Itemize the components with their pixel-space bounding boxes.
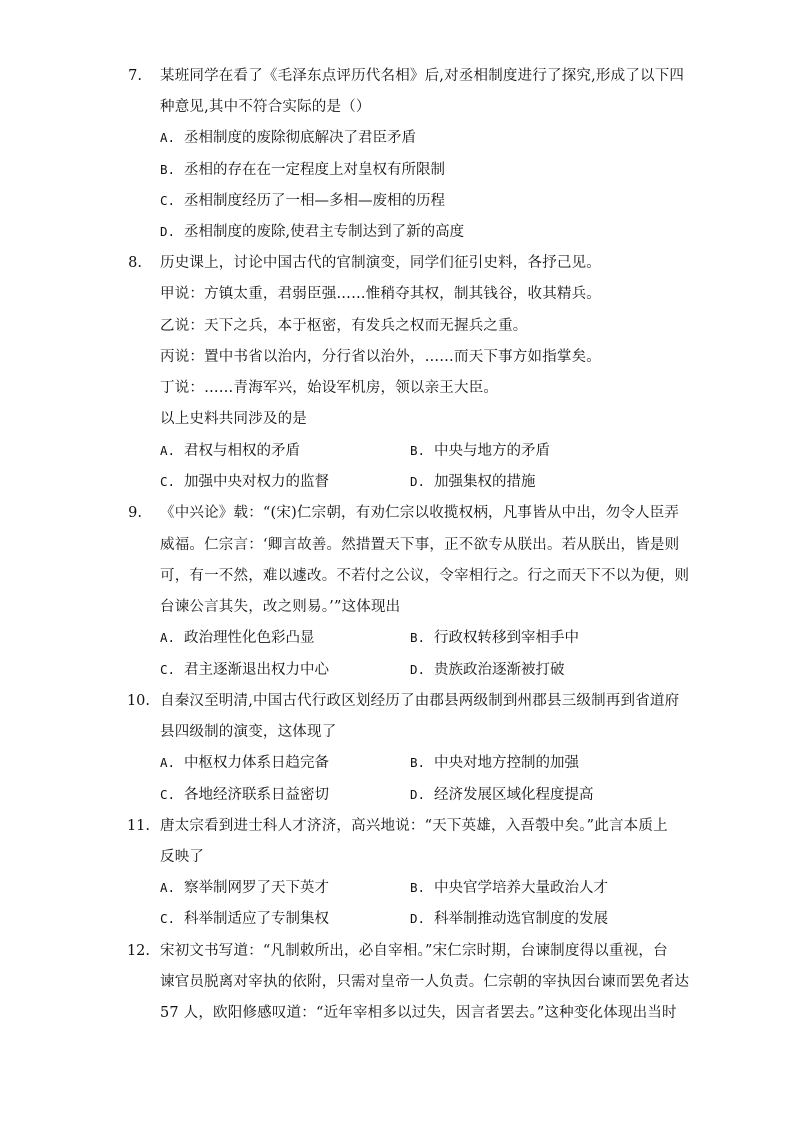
option-key: D. xyxy=(410,474,426,489)
question-stem-line: 《中兴论》载：“(宋)仁宗朝，有劝仁宗以收揽权柄，凡事皆从中出，勿令人臣弄 xyxy=(160,505,680,521)
question-stem-line: 威福。仁宗言：‘卿言故善。然措置天下事，正不欲专从朕出。若从朕出，皆是则 xyxy=(160,537,680,553)
option-text: 贵族政治逐渐被打破 xyxy=(434,662,565,678)
option-key: C. xyxy=(160,474,176,489)
option-text: 君主逐渐退出权力中心 xyxy=(184,662,329,678)
option-key: A. xyxy=(160,443,176,458)
option-key: A. xyxy=(160,130,176,145)
question-stem-line: 丙说：置中书省以治内，分行省以治外，……而天下事方如指掌矣。 xyxy=(160,349,601,365)
option-text: 中央对地方控制的加强 xyxy=(434,755,579,771)
option-key: B. xyxy=(410,880,426,895)
option-text: 丞相制度的废除,使君主专制达到了新的高度 xyxy=(184,224,465,240)
question-stem-line: 可，有一不然，难以遽改。不若付之公议，令宰相行之。行之而天下不以为便，则 xyxy=(160,568,690,584)
question-number: 12. xyxy=(126,943,150,959)
option-b xyxy=(410,753,579,773)
option-c xyxy=(160,785,329,805)
option-b xyxy=(160,160,445,180)
option-text: 科举制适应了专制集权 xyxy=(184,911,329,927)
option-key: B. xyxy=(410,755,426,770)
option-text: 君权与相权的矛盾 xyxy=(184,443,300,459)
option-text: 加强集权的措施 xyxy=(434,474,536,490)
option-text: 加强中央对权力的监督 xyxy=(184,474,329,490)
question-stem-line: 反映了 xyxy=(160,849,205,865)
option-text: 科举制推动选官制度的发展 xyxy=(434,911,608,927)
question-stem-line: 57 人，欧阳修感叹道：“近年宰相多以过失，因言者罢去。”这种变化体现出当时 xyxy=(160,1005,677,1021)
option-key: D. xyxy=(410,662,426,677)
question-stem-line: 种意见,其中不符合实际的是（） xyxy=(160,99,371,115)
option-d xyxy=(160,222,464,242)
option-key: D. xyxy=(410,911,426,926)
option-key: B. xyxy=(410,630,426,645)
option-d xyxy=(410,472,536,492)
option-text: 行政权转移到宰相手中 xyxy=(434,630,579,646)
option-b xyxy=(410,878,608,898)
option-a xyxy=(160,441,300,461)
option-text: 丞相制度经历了一相—多相—废相的历程 xyxy=(184,193,445,209)
question-number: 10. xyxy=(126,693,150,709)
option-b xyxy=(410,628,579,648)
option-c xyxy=(160,472,329,492)
option-key: D. xyxy=(160,224,176,239)
question-stem-line: 台谏公言其失，改之则易。’”这体现出 xyxy=(160,599,401,615)
option-key: C. xyxy=(160,662,176,677)
option-key: A. xyxy=(160,880,176,895)
option-d xyxy=(410,909,608,929)
option-key: D. xyxy=(410,787,426,802)
question-stem-line: 唐太宗看到进士科人才济济，高兴地说：“天下英雄，入吾彀中矣。”此言本质上 xyxy=(160,818,668,834)
option-text: 政治理性化色彩凸显 xyxy=(184,630,315,646)
option-key: C. xyxy=(160,787,176,802)
question-number: 7. xyxy=(128,68,142,84)
option-key: A. xyxy=(160,630,176,645)
option-key: C. xyxy=(160,911,176,926)
option-text: 丞相的存在在一定程度上对皇权有所限制 xyxy=(184,162,445,178)
option-text: 中央与地方的矛盾 xyxy=(434,443,550,459)
question-stem-line: 某班同学在看了《毛泽东点评历代名相》后,对丞相制度进行了探究,形成了以下四 xyxy=(160,68,685,84)
question-stem-line: 宋初文书写道：“凡制敕所出，必自宰相。”宋仁宗时期，台谏制度得以重视，台 xyxy=(160,943,668,959)
option-a xyxy=(160,628,315,648)
option-key: B. xyxy=(160,162,176,177)
option-c xyxy=(160,191,445,211)
option-text: 察举制网罗了天下英才 xyxy=(184,880,329,896)
question-stem-line: 丁说：……青海军兴，始设军机房，领以亲王大臣。 xyxy=(160,380,499,396)
option-a xyxy=(160,753,329,773)
option-b xyxy=(410,441,550,461)
option-text: 丞相制度的废除彻底解决了君臣矛盾 xyxy=(184,130,416,146)
question-number: 8. xyxy=(128,255,142,271)
option-key: B. xyxy=(410,443,426,458)
option-text: 中枢权力体系日趋完备 xyxy=(184,755,329,771)
option-d xyxy=(410,660,565,680)
option-text: 各地经济联系日益密切 xyxy=(184,787,329,803)
question-number: 9. xyxy=(128,505,142,521)
question-stem-line: 县四级制的演变，这体现了 xyxy=(160,724,337,740)
option-c xyxy=(160,660,329,680)
question-stem-line: 自秦汉至明清,中国古代行政区划经历了由郡县两级制到州郡县三级制再到省道府 xyxy=(160,693,680,709)
question-stem-line: 甲说：方镇太重，君弱臣强……惟稍夺其权，制其钱谷，收其精兵。 xyxy=(160,286,601,302)
question-stem-line: 谏官员脱离对宰执的依附，只需对皇帝一人负责。仁宗朝的宰执因台谏而罢免者达 xyxy=(160,974,690,990)
option-key: A. xyxy=(160,755,176,770)
option-text: 中央官学培养大量政治人才 xyxy=(434,880,608,896)
option-text: 经济发展区域化程度提高 xyxy=(434,787,594,803)
question-stem-line: 历史课上，讨论中国古代的官制演变，同学们征引史料，各抒己见。 xyxy=(160,255,601,271)
option-a xyxy=(160,878,329,898)
question-stem-line: 以上史料共同涉及的是 xyxy=(160,411,307,427)
option-a xyxy=(160,128,416,148)
question-number: 11. xyxy=(126,818,150,834)
option-d xyxy=(410,785,594,805)
option-c xyxy=(160,909,329,929)
question-stem-line: 乙说：天下之兵，本于枢密，有发兵之权而无握兵之重。 xyxy=(160,318,528,334)
option-key: C. xyxy=(160,193,176,208)
